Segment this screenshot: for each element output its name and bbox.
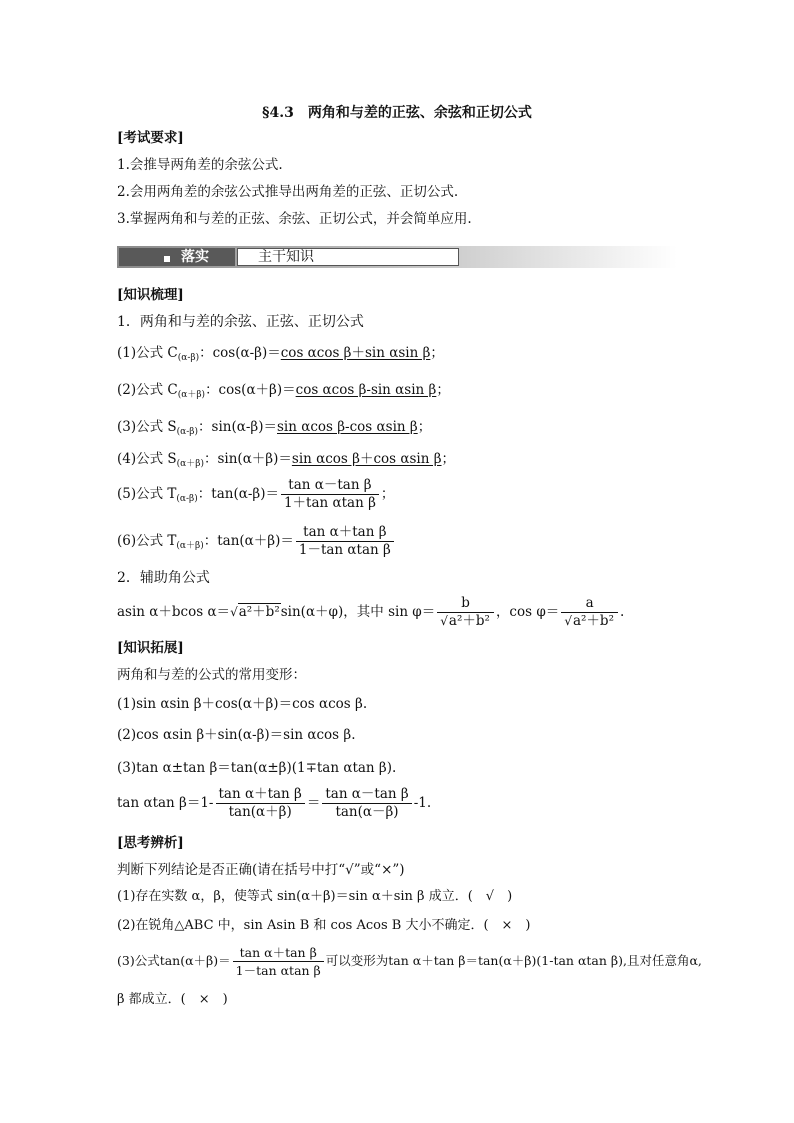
square-bullet-icon [164, 256, 170, 262]
banner-light-tab [237, 248, 459, 266]
fraction: $\frac{\text{tan α＋tan β}}{\tan(\alpha+\beta)}$ [216, 786, 305, 821]
think-intro: 判断下列结论是否正确(请在括号中打“√”或“×”) [117, 862, 405, 878]
exam-item-2: 2.会用两角差的余弦公式推导出两角差的正弦、正切公式. [117, 184, 459, 200]
page-title: §4.3 两角和与差的正弦、余弦和正切公式 [262, 105, 532, 121]
banner-light-label: 主干知识 [258, 249, 314, 265]
fraction: $\frac{\text{tan α－tan β}}{\text{1＋tan αtan β}}$ [281, 477, 379, 512]
section-1-title: 1．两角和与差的余弦、正弦、正切公式 [117, 314, 364, 330]
think-heading: [思考辨析] [117, 835, 184, 851]
think-question-2: (2)在锐角△ABC 中，sin Asin B 和 cos Acos B 大小不确定．( × ) [117, 918, 531, 933]
formula-s-minus: (3)公式 $S_{(\alpha-\beta)}$：sin(α-β)＝sin αcos β-cos αsin β； [117, 419, 432, 437]
banner-dark-tab [119, 248, 235, 266]
formula-s-plus: (4)公式 $S_{(\alpha+\beta)}$：sin(α＋β)＝sin αcos β＋cos αsin β； [117, 451, 456, 469]
formula-answer: sin αcos β-cos αsin β [277, 419, 418, 435]
knowledge-heading: [知识梳理] [117, 287, 184, 303]
think-question-1: (1)存在实数 α，β，使等式 sin(α＋β)＝sin α＋sin β 成立．( √ ) [117, 889, 513, 904]
sqrt-sign: √ [230, 605, 238, 619]
extend-item-2: (2)cos αsin β＋sin(α-β)＝sin αcos β. [117, 727, 356, 743]
extend-heading: [知识拓展] [117, 640, 184, 656]
fraction: $\frac{a}{\text{√a²＋b²}}$ [561, 595, 618, 630]
formula-c-plus: (2)公式 $C_{(\alpha+\beta)}$：cos(α＋β)＝cos αcos β-sin αsin β； [117, 382, 450, 400]
auxiliary-angle-formula: asin α＋bcos α＝√a²＋b²sin(α＋φ)，其中 sin φ＝ $\frac{b}{\text{√a²＋b²}}$ ，cos φ＝ $\frac{a}{\text{√a²＋b²}}$ . [117, 595, 625, 629]
extend-item-3: (3)tan α±tan β＝tan(α±β)(1∓tan αtan β). [117, 760, 397, 776]
exam-item-1: 1.会推导两角差的余弦公式. [117, 157, 283, 173]
extend-item-4: tan αtan β＝1- $\frac{\text{tan α＋tan β}}{\tan(\alpha+\beta)}$ ＝ $\frac{\text{tan α－tan β}}{\tan(\alpha-\beta)}$ -1. [117, 786, 432, 820]
formula-answer: sin αcos β＋cos αsin β [291, 451, 442, 467]
formula-t-plus: (6)公式 $T_{(\alpha+\beta)}$：tan(α＋β)＝ $\frac{\text{tan α＋tan β}}{\text{1－tan αtan β}}$ [117, 523, 396, 564]
fraction: $\frac{\text{tan α＋tan β}}{\text{1－tan αtan β}}$ [296, 524, 394, 559]
exam-item-3: 3.掌握两角和与差的正弦、余弦、正切公式，并会简单应用. [117, 211, 472, 227]
sqrt-sign: √ [564, 614, 572, 628]
think-question-3-continued: β 都成立．( × ) [117, 992, 228, 1007]
extend-item-1: (1)sin αsin β＋cos(α＋β)＝cos αcos β. [117, 696, 368, 712]
fraction: $\frac{\text{tan α－tan β}}{\tan(\alpha-\beta)}$ [322, 786, 411, 821]
banner-dark-label: 落实 [181, 249, 209, 265]
formula-answer: cos αcos β＋sin αsin β [280, 345, 431, 361]
formula-t-minus: (5)公式 $T_{(\alpha-\beta)}$：tan(α-β)＝ $\frac{\text{tan α－tan β}}{\text{1＋tan αtan β}}$ ； [117, 477, 395, 511]
fraction: $\frac{\text{tan α＋tan β}}{\text{1－tan αtan β}}$ [233, 944, 324, 979]
exam-requirements-heading: [考试要求] [117, 130, 184, 146]
think-question-3: (3)公式tan(α＋β)＝ $\frac{\text{tan α＋tan β}}{\text{1－tan αtan β}}$ 可以变形为tan α＋tan β＝tan(α＋β)(1-tan αtan β),且对任意角α, [117, 945, 702, 978]
sqrt-sign: √ [440, 614, 448, 628]
formula-c-minus: (1)公式 $C_{(\alpha-\beta)}$：cos(α-β)＝cos αcos β＋sin αsin β； [117, 345, 444, 363]
section-2-title: 2．辅助角公式 [117, 570, 210, 586]
section-banner [117, 246, 677, 268]
formula-answer: cos αcos β-sin αsin β [295, 382, 437, 398]
extend-intro: 两角和与差的公式的常用变形： [117, 667, 306, 683]
fraction: $\frac{b}{\text{√a²＋b²}}$ [437, 595, 494, 630]
